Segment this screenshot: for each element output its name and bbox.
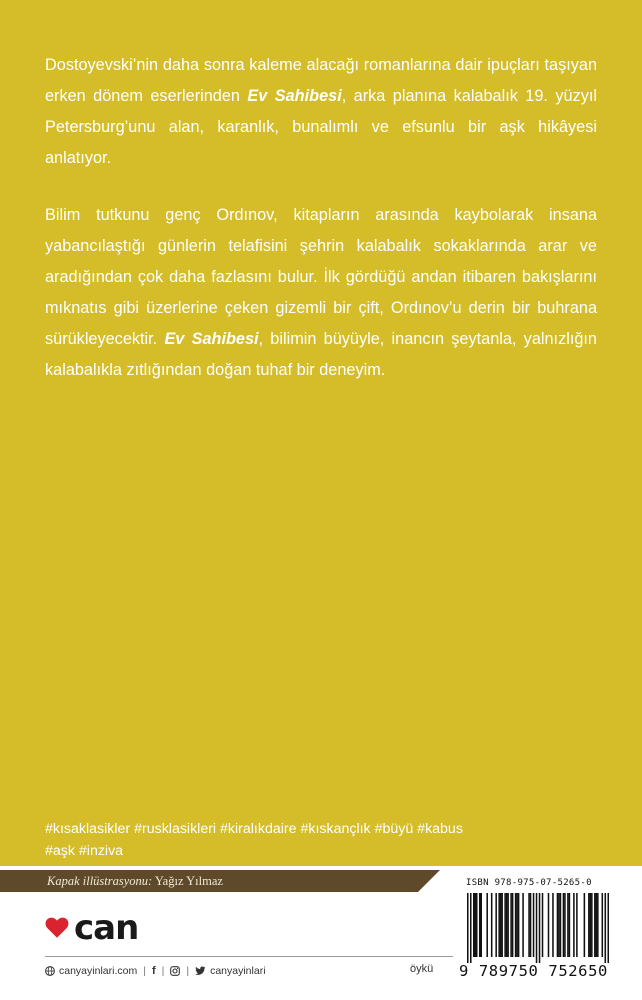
- barcode-bar: [522, 893, 524, 957]
- barcode-bar: [591, 893, 593, 957]
- barcode-bar: [552, 893, 554, 957]
- ean-digits: 9 789750 752650: [459, 962, 608, 980]
- barcode-bar: [491, 893, 493, 957]
- publisher-logo: [44, 908, 138, 948]
- book-title-bold-italic: Ev Sahibesi: [164, 330, 259, 348]
- social-handle[interactable]: canyayinlari: [210, 965, 266, 977]
- blurb-text: , arka planına kalabalık 19. yüzyıl Petersburg’unu alan, karanlık, bunalımlı ve efsunlu bir aşk hikâyesi anlatıyor.: [45, 87, 597, 167]
- barcode-bar: [564, 893, 566, 957]
- barcode-bar: [467, 893, 469, 963]
- barcode-bar: [548, 893, 550, 957]
- blurb-paragraph-2: [45, 200, 597, 386]
- barcode-bar: [533, 893, 535, 957]
- barcode-bar: [563, 893, 565, 957]
- globe-icon: [45, 966, 55, 976]
- publisher-links: [45, 964, 266, 978]
- barcode-bar: [507, 893, 509, 957]
- hashtags: [45, 818, 605, 862]
- barcode-bar: [596, 893, 598, 957]
- blurb-text: Bilim tutkunu genç Ordınov, kitapların arasında kaybolarak insana yabancılaştığı günlerin telafisini şehrin kalabalık sokaklarında arar ve aradığından çok daha fazlasını bulur. İlk gördüğü andan itibaren bakışlarını mıknatıs gibi üzerlerine çeken gizemli bir çift, Ordınov’u derin bir buhrana sürükleyecektir.: [45, 206, 597, 348]
- heart-icon: [44, 915, 70, 941]
- barcode-bar: [516, 893, 518, 957]
- barcode-bar: [584, 893, 586, 957]
- website-link[interactable]: canyayinlari.com: [59, 965, 138, 977]
- barcode-bar: [498, 893, 500, 957]
- hashtags-line-1: #kısaklasikler #rusklasikleri #kiralıkdaire #kıskançlık #büyü #kabus: [45, 821, 463, 837]
- illustration-credit: [47, 873, 223, 889]
- logo-wordmark: can: [74, 908, 139, 948]
- barcode-bar: [530, 893, 532, 957]
- barcode-bar: [506, 893, 508, 957]
- barcode-bar: [569, 893, 571, 957]
- barcode-bar: [480, 893, 482, 957]
- barcode-bar: [557, 893, 559, 957]
- barcode-bar: [501, 893, 503, 957]
- barcode-bar: [495, 893, 497, 957]
- barcode-bar: [594, 893, 596, 957]
- barcode-bar: [536, 893, 538, 963]
- barcode-bar: [542, 893, 544, 957]
- barcode-bar: [474, 893, 476, 957]
- barcode-bar: [515, 893, 517, 957]
- blurb-paragraph-1: [45, 50, 597, 174]
- barcode-bar: [573, 893, 575, 957]
- barcode-bar: [504, 893, 506, 957]
- separator: |: [161, 965, 165, 977]
- book-title-bold-italic: Ev Sahibesi: [247, 87, 342, 105]
- barcode-bar: [539, 893, 541, 963]
- barcode-bar: [605, 893, 607, 963]
- barcode-bar: [590, 893, 592, 957]
- separator: |: [186, 965, 190, 977]
- barcode-bar: [567, 893, 569, 957]
- credit-label: Kapak illüstrasyonu:: [47, 874, 153, 888]
- barcode-bar: [602, 893, 604, 957]
- facebook-icon[interactable]: f: [151, 965, 156, 977]
- instagram-icon[interactable]: [170, 966, 180, 976]
- barcode-bar: [608, 893, 609, 963]
- hashtags-line-2: #aşk #inziva: [45, 843, 124, 859]
- barcode-bar: [576, 893, 578, 957]
- barcode-bar: [512, 893, 514, 957]
- barcode-bar: [560, 893, 562, 957]
- barcode-bar: [486, 893, 488, 957]
- footer-divider: [45, 956, 453, 957]
- barcode-bar: [470, 893, 472, 963]
- barcode-bar: [528, 893, 530, 957]
- barcode: [467, 893, 609, 963]
- barcode-bar: [558, 893, 560, 957]
- barcode-bar: [588, 893, 590, 957]
- separator: |: [143, 965, 146, 977]
- barcode-bar: [597, 893, 599, 957]
- barcode-bar: [510, 893, 512, 957]
- genre-label: öykü: [410, 963, 434, 975]
- barcode-bar: [473, 893, 475, 957]
- barcode-bar: [479, 893, 481, 957]
- twitter-icon[interactable]: [195, 966, 206, 976]
- credit-name: Yağız Yılmaz: [154, 874, 223, 888]
- blurb-text: Dostoyevski’nin daha sonra kaleme alacağı romanlarına dair ipuçları taşıyan erken dönem eserlerinden: [45, 56, 597, 105]
- blurb-text: , bilimin büyüyle, inancın şeytanla, yalnızlığın kalabalıkla zıtlığından doğan tuhaf bir deneyim.: [45, 330, 597, 379]
- barcode-bar: [500, 893, 502, 957]
- barcode-bar: [476, 893, 478, 957]
- isbn-text: ISBN 978-975-07-5265-0: [466, 878, 592, 888]
- barcode-bar: [518, 893, 520, 957]
